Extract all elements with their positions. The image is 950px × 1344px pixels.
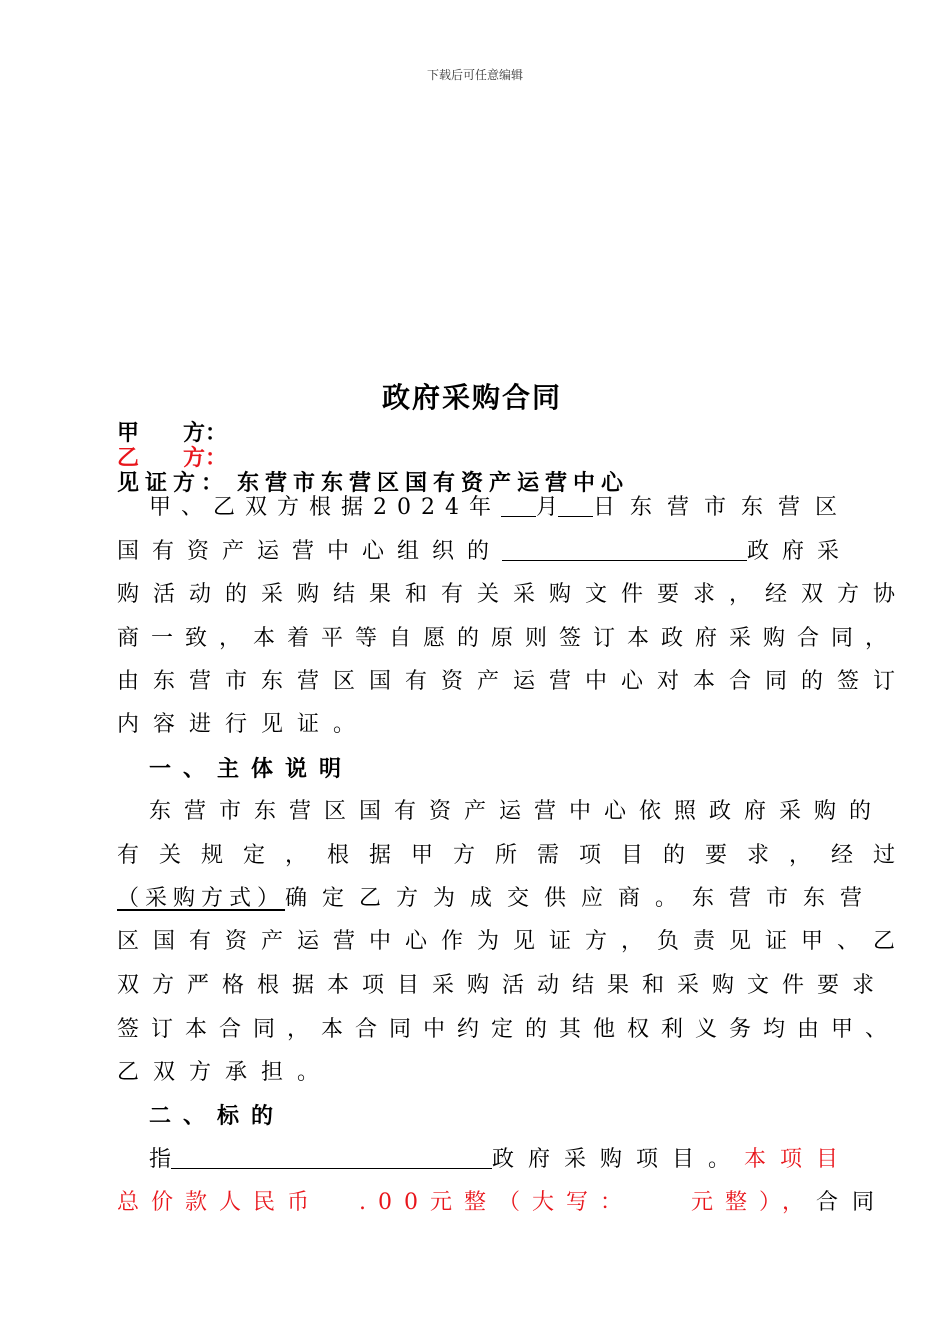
party-b-label: 乙 <box>117 446 140 471</box>
s1-line5: 双方严格根据本项目采购活动结果和采购文件要求 <box>117 973 888 998</box>
para1-line1 <box>149 494 852 522</box>
s1-line6: 签订本合同，本合同中约定的其他权利义务均由甲、 <box>117 1017 900 1042</box>
s1-line7: 乙双方承担。 <box>117 1060 334 1085</box>
s2-line2 <box>117 1189 888 1217</box>
para1-line2-a: 国有资产运营中心组织的 <box>117 539 503 564</box>
para1-line4: 商一致，本着平等自愿的原则签订本政府采购合同， <box>117 626 900 651</box>
para1-line1-b: 日东营市东营区 <box>592 495 852 520</box>
project-name-blank <box>502 538 747 561</box>
month-blank <box>501 494 536 517</box>
party-b-fang: 方： <box>183 446 228 471</box>
s1-line4: 区国有资产运营中心作为见证方，负责见证甲、乙 <box>117 929 910 954</box>
party-a-label: 甲 <box>117 421 140 446</box>
section1-heading: 一、主体说明 <box>149 757 354 782</box>
s2-line1-a: 指 <box>149 1147 172 1172</box>
s2-line2-b: 合同 <box>815 1190 888 1215</box>
party-b-row <box>117 446 237 472</box>
month-label: 月 <box>535 495 558 520</box>
s2-line1 <box>149 1146 852 1174</box>
party-a-fang: 方： <box>183 421 228 446</box>
para1-line3: 购活动的采购结果和有关采购文件要求，经双方协 <box>117 582 910 607</box>
total-price-text: 总价款人民币 .00元整（大写： 元整）， <box>117 1190 816 1215</box>
witness-value: 东营市东营区国有资产运营中心 <box>237 471 630 496</box>
para1-line2 <box>117 538 852 566</box>
s1-line1: 东营市东营区国有资产运营中心依照政府采购的 <box>149 799 885 824</box>
para1-line2-b: 政府采 <box>746 539 852 564</box>
section2-heading: 二、标的 <box>149 1104 286 1129</box>
procurement-method: （采购方式） <box>117 886 286 911</box>
s1-line3 <box>117 885 878 913</box>
project-blank <box>171 1146 492 1169</box>
party-a-row <box>117 421 237 447</box>
header-note: 下载后可任意编辑 <box>426 68 523 82</box>
para1-line6: 内容进行见证。 <box>117 712 370 737</box>
day-blank <box>558 494 593 517</box>
para1-line5: 由东营市东营区国有资产运营中心对本合同的签订 <box>117 669 910 694</box>
s2-line1-red: 本项目 <box>743 1147 852 1172</box>
s2-line1-b: 政府采购项目。 <box>491 1147 744 1172</box>
witness-label: 见证方： <box>117 471 230 496</box>
s1-line2: 有关规定，根据甲方所需项目的要求，经过 <box>117 843 916 868</box>
para1-line1-a: 甲、乙双方根据2024年 <box>149 495 501 520</box>
s1-line3-b: 确定乙方为成交供应商。东营市东营 <box>285 886 878 911</box>
document-title: 政府采购合同 <box>381 381 562 414</box>
